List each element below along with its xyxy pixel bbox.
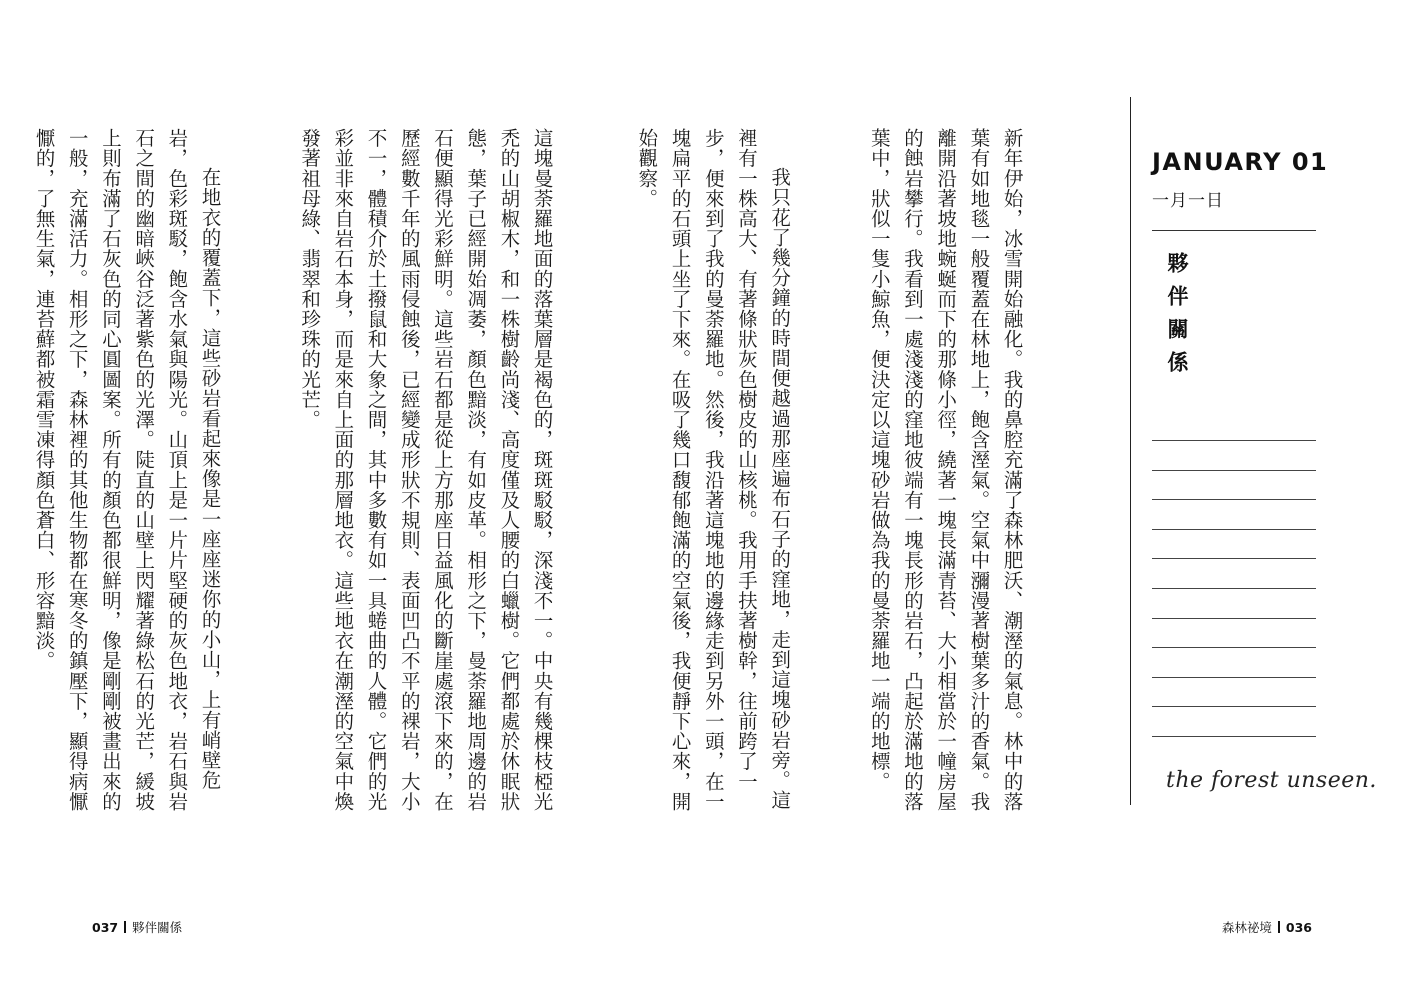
- left-page-body: [32, 128, 625, 828]
- note-line: [1152, 677, 1316, 678]
- note-line: [1152, 529, 1316, 530]
- sidebar-rule: [1152, 230, 1316, 231]
- paragraph: 新年伊始，冰雪開始融化。我的鼻腔充滿了森林肥沃、潮溼的氣息。林中的落葉有如地毯一般覆蓋在林地上，飽含溼氣。空氣中瀰漫著樹葉多汁的香氣。我離開沿著坡地蜿蜒而下的那條小徑，繞著一塊長滿青苔、大小相當於一幢房屋的蝕岩攀行。我看到一處淺淺的窪地彼端有一塊長形的岩石，凸起於滿地的落葉中，狀似一隻小鯨魚，便決定以這塊砂岩做為我的曼荼羅地一端的地標。: [867, 128, 1024, 812]
- chapter-date-en: JANUARY 01: [1152, 148, 1329, 176]
- note-lines: [1152, 440, 1316, 766]
- sidebar-divider: [1130, 97, 1131, 805]
- chapter-title: 夥伴關係: [1165, 252, 1189, 384]
- note-line: [1152, 618, 1316, 619]
- folio-right: [1222, 918, 1312, 936]
- right-page-body: [635, 128, 1095, 828]
- note-line: [1152, 558, 1316, 559]
- note-line: [1152, 499, 1316, 500]
- paragraph: 這塊曼荼羅地面的落葉層是褐色的，斑斑駁駁，深淺不一。中央有幾棵枝椏光禿的山胡椒木，和一株樹齡尚淺、高度僅及人腰的白蠟樹。它們都處於休眠狀態，葉子已經開始凋萎，顏色黯淡，有如皮革。相形之下，曼荼羅地周邊的岩石便顯得光彩鮮明。這些岩石都是從上方那座日益風化的斷崖處滾下來的，在歷經數千年的風雨侵蝕後，已經變成形狀不規則、表面凹凸不平的裸岩，大小不一，體積介於土撥鼠和大象之間，其中多數有如一具蜷曲的人體。它們的光彩並非來自岩石本身，而是來自上面的那層地衣。這些地衣在潮溼的空氣中煥發著祖母綠、翡翠和珍珠的光芒。: [298, 128, 554, 812]
- note-line: [1152, 588, 1316, 589]
- chapter-date-cn: 一月一日: [1152, 191, 1224, 211]
- running-title: 森林祕境: [1221, 920, 1272, 935]
- folio-separator: [1278, 921, 1280, 933]
- running-title: 夥伴關係: [132, 920, 183, 935]
- brand-logo: the forest unseen.: [1166, 768, 1377, 793]
- note-line: [1152, 736, 1316, 737]
- folio-left: [92, 918, 182, 936]
- page-number: 037: [92, 920, 119, 935]
- paragraph: 我只花了幾分鐘的時間便越過那座遍布石子的窪地，走到這塊砂岩旁。這裡有一株高大、有著條狀灰色樹皮的山核桃。我用手扶著樹幹，往前跨了一步，便來到了我的曼荼羅地。然後，我沿著這塊地的邊緣走到另外一頭，在一塊扁平的石頭上坐了下來。在吸了幾口馥郁飽滿的空氣後，我便靜下心來，開始觀察。: [635, 128, 792, 812]
- note-line: [1152, 647, 1316, 648]
- folio-separator: [124, 921, 126, 933]
- page-number: 036: [1285, 920, 1312, 935]
- note-line: [1152, 440, 1316, 441]
- paragraph: 在地衣的覆蓋下，這些砂岩看起來像是一座座迷你的小山，上有峭壁危岩，色彩斑駁，飽含水氣與陽光。山頂上是一片片堅硬的灰色地衣，岩石與岩石之間的幽暗峽谷泛著紫色的光澤。陡直的山壁上閃耀著綠松石的光芒，緩坡上則布滿了石灰色的同心圓圖案。所有的顏色都很鮮明，像是剛剛被畫出來的一般，充滿活力。相形之下，森林裡的其他生物都在寒冬的鎮壓下，顯得病懨懨的，了無生氣，連苔蘚都被霜雪凍得顏色蒼白、形容黯淡。: [32, 128, 222, 812]
- note-line: [1152, 706, 1316, 707]
- note-line: [1152, 470, 1316, 471]
